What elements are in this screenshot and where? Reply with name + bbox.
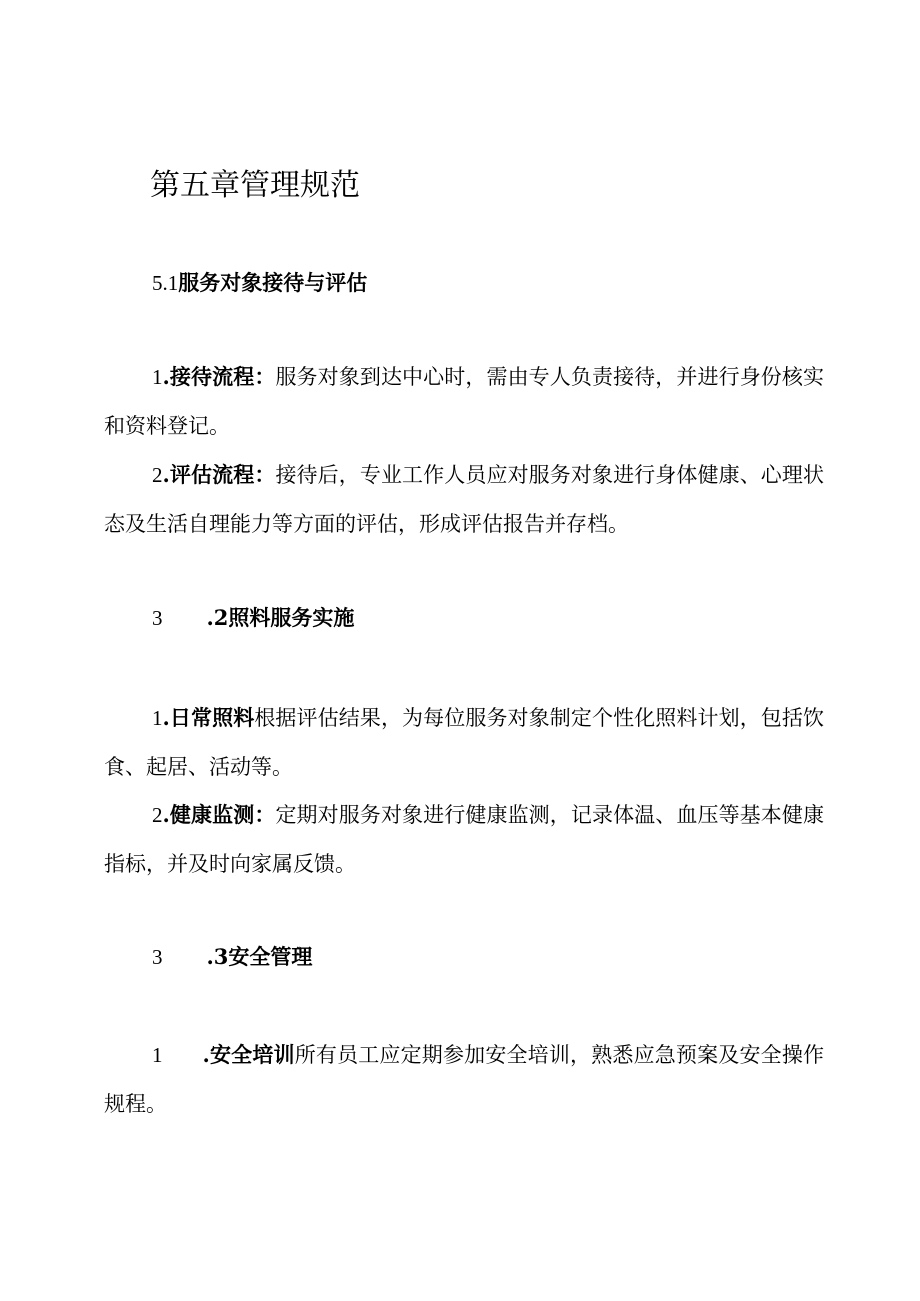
section-heading-5-1	[152, 268, 367, 298]
list-item-health-monitoring	[104, 790, 824, 889]
list-item-assessment	[104, 450, 824, 549]
item-term: .接待流程：	[162, 364, 276, 389]
item-term: .日常照料	[162, 705, 255, 730]
item-text: 服务对象到达中心时，需由专人负责接待，并进行身份核实和资料登记。	[104, 365, 825, 438]
section-heading-safety	[152, 942, 312, 972]
item-text: 定期对服务对象进行健康监测，记录体温、血压等基本健康指标，并及时向家属反馈。	[104, 803, 825, 876]
item-term: .评估流程：	[162, 462, 276, 487]
item-text: 根据评估结果，为每位服务对象制定个性化照料计划，包括饮食、起居、活动等。	[104, 706, 824, 779]
section-title: 服务对象接待与评估	[178, 270, 368, 295]
section-number: 5.1	[152, 271, 179, 295]
list-item-reception	[104, 352, 824, 451]
item-index: 2	[152, 803, 163, 827]
item-text: 所有员工应定期参加安全培训，熟悉应急预案及安全操作规程。	[104, 1043, 825, 1116]
item-term: .安全培训	[202, 1042, 295, 1067]
item-index: 2	[152, 463, 163, 487]
item-text: 接待后，专业工作人员应对服务对象进行身体健康、心理状态及生活自理能力等方面的评估，形成评估报告并存档。	[104, 463, 825, 536]
item-index: 1	[152, 1043, 163, 1067]
list-item-safety-training	[104, 1030, 824, 1129]
chapter-title: 第五章管理规范	[150, 168, 360, 203]
section-heading-care-services	[152, 603, 354, 633]
item-index: 1	[152, 365, 163, 389]
item-index: 1	[152, 706, 163, 730]
section-number: 3	[152, 945, 163, 969]
list-item-daily-care	[104, 693, 824, 792]
section-title: .2照料服务实施	[206, 605, 355, 630]
item-term: .健康监测：	[162, 802, 276, 827]
section-title: .3安全管理	[206, 944, 313, 969]
section-number: 3	[152, 606, 163, 630]
